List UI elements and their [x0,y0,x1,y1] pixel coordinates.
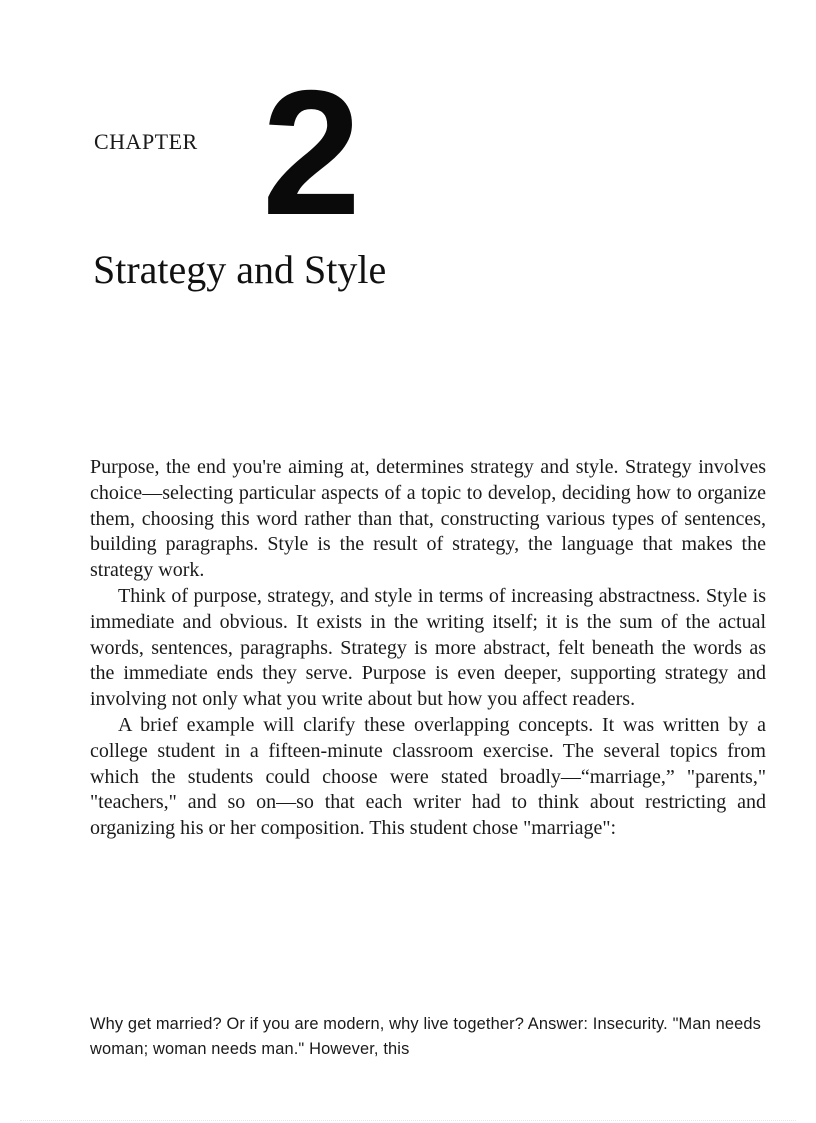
paragraph-3: A brief example will clarify these overlapping concepts. It was written by a college student in a fifteen-minute classroom exercise. The several topics from which the students could choose were stated broadly—“marriage,” "parents," "teachers," and so on—so that each writer had to think about restricting and organizing his or her composition. This student chose "marriage": [90,713,766,840]
paragraph-2: Think of purpose, strategy, and style in terms of increasing abstractness. Style is immediate and obvious. It exists in the writing itself; it is the sum of the actual words, sentences, paragraphs. Strategy is more abstract, felt beneath the words as the immediate ends they serve. Purpose is even deeper, supporting strategy and involving not only what you write about but how you affect readers. [90,584,766,711]
chapter-number: 2 [262,53,357,252]
page-bottom-rule [20,1120,796,1121]
student-essay-excerpt [90,1012,766,1062]
paragraph-1: Purpose, the end you're aiming at, determines strategy and style. Strategy involves choice—selecting particular aspects of a topic to develop, deciding how to organize them, choosing this word rather than that, constructing various types of sentences, building paragraphs. Style is the result of strategy, the language that makes the strategy work. [90,456,766,582]
body-text [90,455,766,842]
chapter-label: CHAPTER [94,129,198,154]
chapter-title: Strategy and Style [93,247,387,292]
excerpt-text: Why get married? Or if you are modern, why live together? Answer: Insecurity. "Man needs woman; woman needs man." However, this [90,1015,761,1058]
